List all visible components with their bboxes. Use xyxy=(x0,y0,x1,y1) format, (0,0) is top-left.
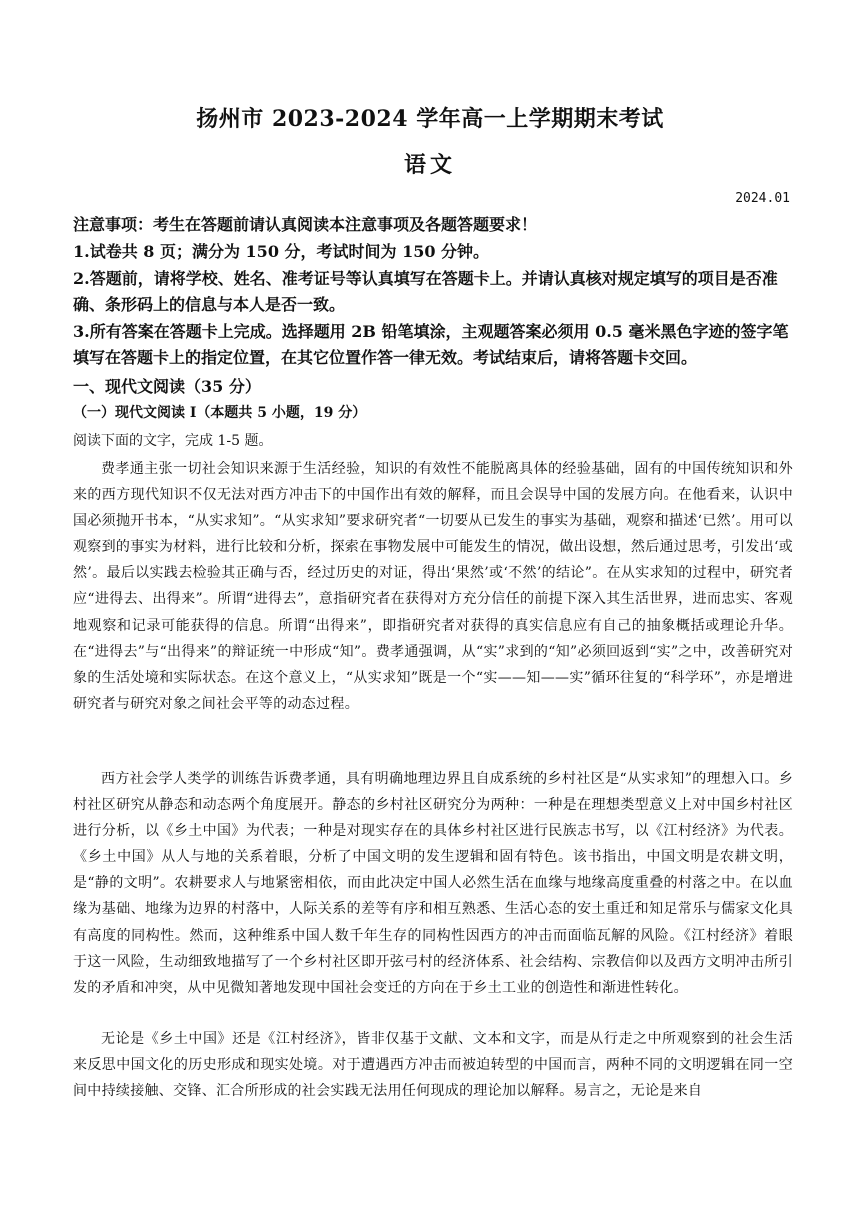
exam-title: 扬州市 2023-2024 学年高一上学期期末考试 xyxy=(196,106,664,132)
reading-instruction: 阅读下面的文字，完成 1-5 题。 xyxy=(73,433,273,449)
passage-paragraph-2: 西方社会学人类学的训练告诉费孝通，具有明确地理边界且自成系统的乡村社区是“从实求知”的理想入口。乡村社区研究从静态和动态两个角度展开。静态的乡村社区研究分为两种：一种是在理想类型意义上对中国乡村社区进行分析，以《乡土中国》为代表；一种是对现实存在的具体乡村社区进行民族志书写，以《江村经济》为代表。《乡土中国》从人与地的关系着眼，分析了中国文明的发生逻辑和固有特色。该书指出，中国文明是农耕文明，是“静的文明”。农耕要求人与地紧密相依，而由此决定中国人必然生活在血缘与地缘高度重叠的村落之中。在以血缘为基础、地缘为边界的村落中，人际关系的差等有序和相互熟悉、生活心态的安土重迁和知足常乐与儒家文化具有高度的同构性。然而，这种维系中国人数千年生存的同构性因西方的冲击而面临瓦解的风险。《江村经济》着眼于这一风险，生动细致地描写了一个乡村社区即开弦弓村的经济体系、社会结构、宗教信仰以及西方文明冲击所引发的矛盾和冲突，从中见微知著地发现中国社会变迁的方向在于乡土工业的创造性和渐进性转化。 xyxy=(73,771,793,996)
subsection-heading: （一）现代文阅读 I（本题共 5 小题，19 分） xyxy=(73,405,367,421)
passage-paragraph-3: 无论是《乡土中国》还是《江村经济》，皆非仅基于文献、文本和文字，而是从行走之中所观察到的社会生活来反思中国文化的历史形成和现实处境。对于遭遇西方冲击而被迫转型的中国而言，两种不同的文明逻辑在同一空间中持续接触、交锋、汇合所形成的社会实践无法用任何现成的理论加以解释。易言之，无论是来自 xyxy=(73,1031,793,1100)
notice-item-1: 1.试卷共 8 页；满分为 150 分，考试时间为 150 分钟。 xyxy=(73,242,490,261)
passage-paragraph-1: 费孝通主张一切社会知识来源于生活经验，知识的有效性不能脱离具体的经验基础，固有的中国传统知识和外来的西方现代知识不仅无法对西方冲击下的中国作出有效的解释，而且会误导中国的发展方向。在他看来，认识中国必须抛开书本，“从实求知”。“从实求知”要求研究者“一切要从已发生的事实为基础，观察和描述‘已然’。用可以观察到的事实为材料，进行比较和分析，探索在事物发展中可能发生的情况，做出设想，然后通过思考，引发出‘或然’。最后以实践去检验其正确与否，经过历史的对证，得出‘果然’或‘不然’的结论”。在从实求知的过程中，研究者应“进得去、出得来”。所谓“进得去”，意指研究者在获得对方充分信任的前提下深入其生活世界，进而忠实、客观地观察和记录可能获得的信息。所谓“出得来”，即指研究者对获得的真实信息应有自己的抽象概括或理论升华。在“进得去”与“出得来”的辩证统一中形成“知”。费孝通强调，从“实”求到的“知”必须回返到“实”之中，改善研究对象的生活处境和实际状态。在这个意义上，“从实求知”既是一个“实——知——实”循环往复的“科学环”，亦是增进研究者与研究对象之间社会平等的动态过程。 xyxy=(73,461,793,712)
notice-item-2: 2.答题前，请将学校、姓名、准考证号等认真填写在答题卡上。并请认真核对规定填写的项目是否准确、条形码上的信息与本人是否一致。 xyxy=(73,269,778,314)
subject-title: 语文 xyxy=(403,152,456,178)
section-heading: 一、现代文阅读（35 分） xyxy=(73,377,261,396)
exam-date: 2024.01 xyxy=(735,191,790,206)
notice-item-3: 3.所有答案在答题卡上完成。选择题用 2B 铅笔填涂，主观题答案必须用 0.5 毫米黑色字迹的签字笔填写在答题卡上的指定位置，在其它位置作答一律无效。考试结束后，请将答题卡交回。 xyxy=(73,322,789,367)
notice-heading: 注意事项：考生在答题前请认真阅读本注意事项及各题答题要求！ xyxy=(73,215,538,234)
